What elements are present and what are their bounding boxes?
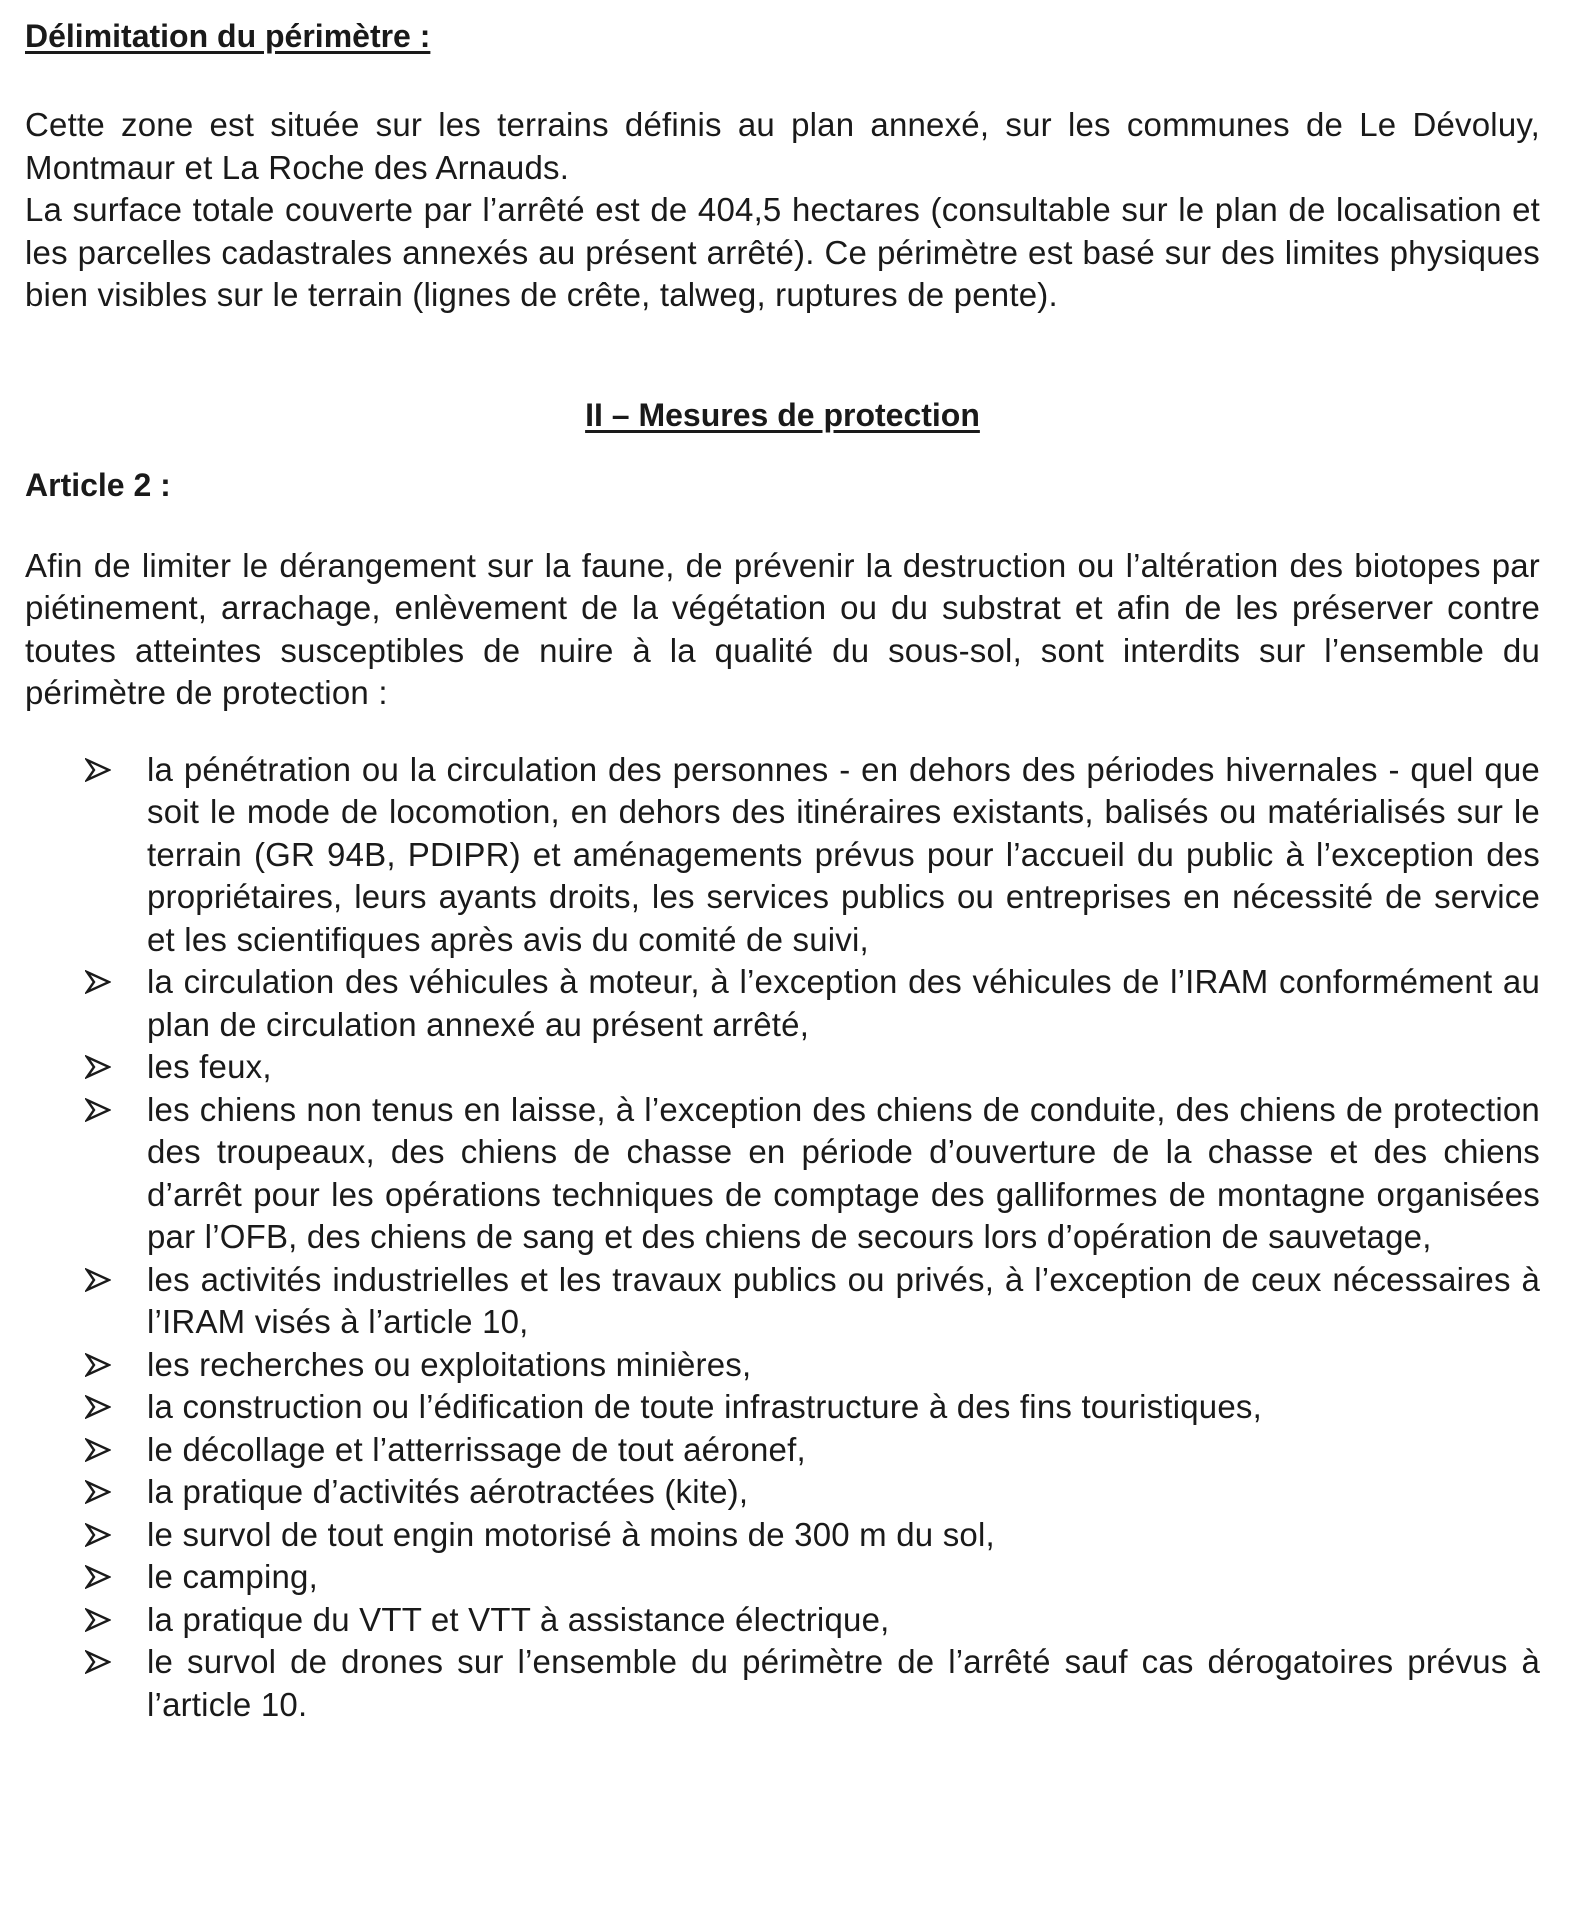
list-item — [147, 1259, 1540, 1344]
list-item-text: le camping, — [147, 1558, 318, 1595]
arrowhead-bullet-icon — [85, 1386, 115, 1429]
delimitation-paragraph-surface: La surface totale couverte par l’arrêté est de 404,5 hectares (consultable sur le plan de localisation et les parcelles cadastrales annexés au présent arrêté). Ce périmètre est basé sur des limites physiques bien visibles sur le terrain (lignes de crête, talweg, ruptures de pente). — [25, 191, 1540, 313]
section-title: II – Mesures de protection — [585, 396, 980, 433]
list-item-text: les recherches ou exploitations minières, — [147, 1345, 752, 1383]
article-title: Article 2 : — [25, 466, 171, 503]
arrowhead-bullet-icon — [85, 1259, 115, 1302]
list-item — [147, 1089, 1540, 1259]
list-item — [147, 1514, 1540, 1557]
spacer — [25, 62, 1540, 104]
list-item — [147, 1556, 1540, 1599]
article-intro: Afin de limiter le dérangement sur la faune, de prévenir la destruction ou l’altération des biotopes par piétinement, arrachage, enlèvement de la végétation ou du substrat et afin de les préserver contre toutes atteintes susceptibles de nuire à la qualité du sous-sol, sont interdits sur l’ensemble du périmètre de protection : — [25, 546, 1540, 711]
arrowhead-bullet-icon — [85, 1046, 115, 1089]
list-item — [147, 1641, 1540, 1726]
arrowhead-bullet-icon — [85, 1089, 115, 1132]
list-item — [147, 1599, 1540, 1642]
list-item — [147, 1429, 1540, 1472]
list-item — [147, 749, 1540, 962]
arrowhead-bullet-icon — [85, 1344, 115, 1387]
list-item-text: la circulation des véhicules à moteur, à l’exception des véhicules de l’IRAM conformément au plan de circulation annexé au présent arrêté, — [147, 963, 1540, 1043]
arrowhead-bullet-icon — [85, 1514, 115, 1557]
list-item-text: la pratique du VTT et VTT à assistance électrique, — [147, 1600, 890, 1638]
spacer — [25, 509, 1540, 545]
list-item — [147, 961, 1540, 1046]
list-item-text: les activités industrielles et les travaux publics ou privés, à l’exception de ceux nécessaires à l’IRAM visés à l’article 10, — [147, 1260, 1540, 1340]
arrowhead-bullet-icon — [85, 1599, 115, 1642]
list-item-text: la pratique d’activités aérotractées (kite), — [147, 1473, 749, 1510]
prohibitions-list — [25, 749, 1540, 1727]
list-item — [147, 1386, 1540, 1429]
arrowhead-bullet-icon — [85, 1556, 115, 1599]
list-item — [147, 1471, 1540, 1514]
list-item — [147, 1046, 1540, 1089]
arrowhead-bullet-icon — [85, 1471, 115, 1514]
spacer — [25, 439, 1540, 461]
list-item-text: le survol de drones sur l’ensemble du périmètre de l’arrêté sauf cas dérogatoires prévus à l’article 10. — [147, 1643, 1540, 1723]
arrowhead-bullet-icon — [85, 1429, 115, 1472]
list-item-text: la construction ou l’édification de toute infrastructure à des fins touristiques, — [147, 1388, 1262, 1425]
arrowhead-bullet-icon — [85, 749, 115, 792]
spacer — [25, 715, 1540, 749]
arrowhead-bullet-icon — [85, 961, 115, 1004]
list-item-text: le survol de tout engin motorisé à moins de 300 m du sol, — [147, 1515, 995, 1553]
delimitation-paragraph-communes: Cette zone est située sur les terrains définis au plan annexé, sur les communes de Le Dévoluy, Montmaur et La Roche des Arnauds. — [25, 106, 1540, 186]
delimitation-heading: Délimitation du périmètre : — [25, 18, 431, 54]
spacer — [25, 317, 1540, 391]
list-item-text: les chiens non tenus en laisse, à l’exception des chiens de conduite, des chiens de protection des troupeaux, des chiens de chasse en période d’ouverture de la chasse et des chiens d’arrêt pour les opérations techniques de comptage des galliformes de montagne organisées par l’OFB, des chiens de sang et des chiens de secours lors d’opération de sauvetage, — [147, 1090, 1540, 1255]
list-item-text: les feux, — [147, 1048, 272, 1085]
arrowhead-bullet-icon — [85, 1641, 115, 1684]
list-item-text: la pénétration ou la circulation des personnes - en dehors des périodes hivernales - quel que soit le mode de locomotion, en dehors des itinéraires existants, balisés ou matérialisés sur le terrain (GR 94B, PDIPR) et aménagements prévus pour l’accueil du public à l’exception des propriétaires, leurs ayants droits, les services publics ou entreprises en nécessité de service et les scientifiques après avis du comité de suivi, — [147, 750, 1540, 958]
list-item — [147, 1344, 1540, 1387]
list-item-text: le décollage et l’atterrissage de tout aéronef, — [147, 1430, 806, 1468]
